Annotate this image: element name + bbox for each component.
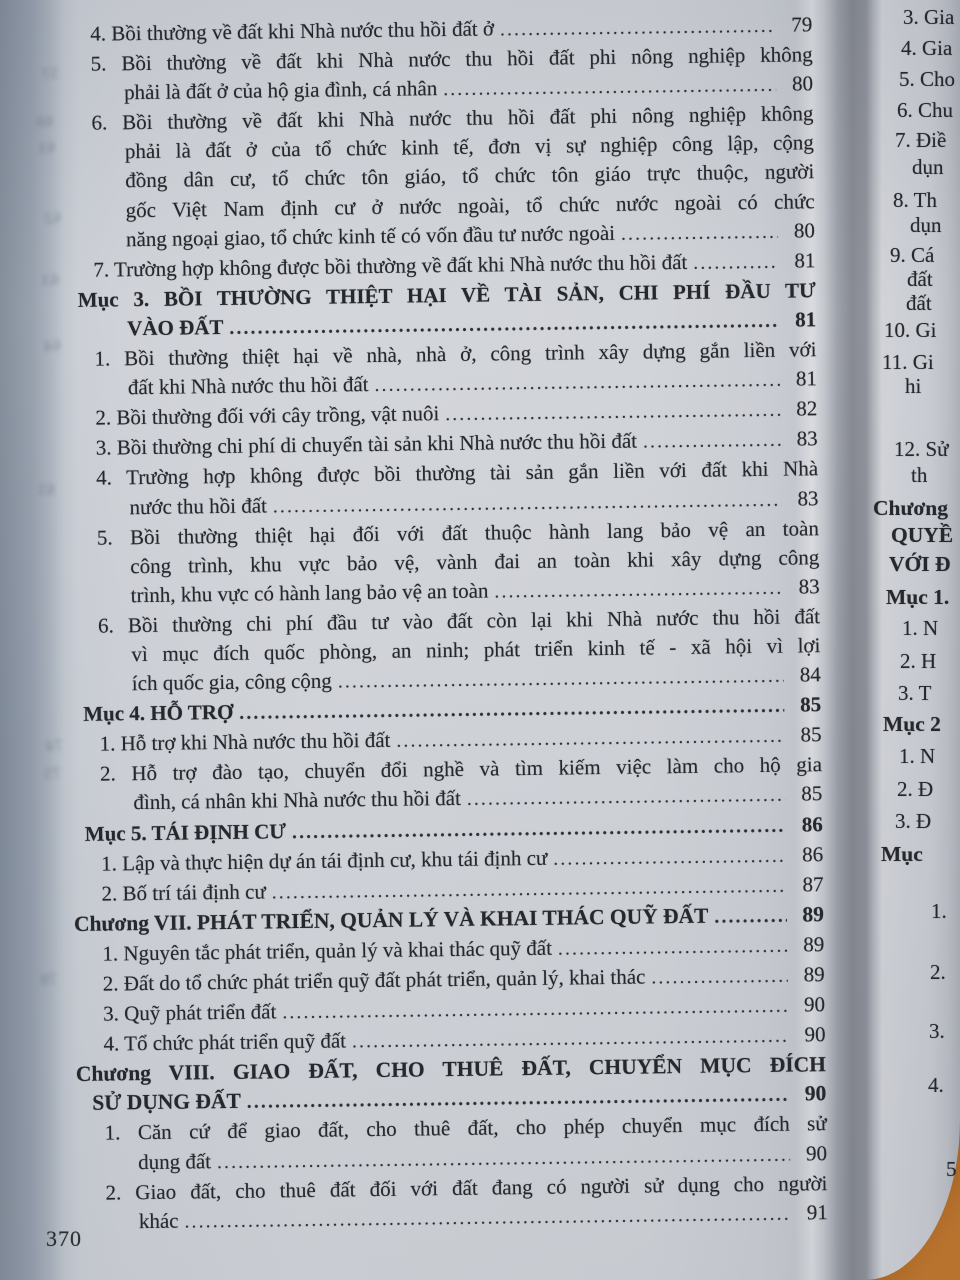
right-page-text-fragment: 3. Gia — [903, 5, 955, 29]
right-page-text-fragment: 11. Gi — [882, 350, 934, 374]
toc-text: phải là đất ở của hộ gia đình, cá nhân — [123, 76, 438, 105]
right-page-text-fragment: 4. — [928, 1073, 944, 1097]
toc-text: nước thu hồi đất — [129, 492, 268, 519]
right-page-text-fragment: đất — [906, 291, 932, 315]
right-page-text-fragment: dụn — [910, 213, 942, 237]
right-page-text-fragment: 2. Đ — [897, 777, 934, 801]
toc-text: khác — [138, 1208, 179, 1233]
toc-line: phải là đất ở của tổ chức kinh tế, đơn vị sự nghiệp công lập, cộng — [124, 130, 814, 164]
bleedthrough-page-number: 63 — [41, 269, 60, 290]
toc-line: 6. Bồi thường về đất khi Nhà nước thu hồi đất phi nông nghiệp không — [91, 101, 814, 135]
toc-page-number: 81 — [794, 307, 817, 332]
toc-text: 2. Bố trí tái định cư — [101, 879, 266, 906]
toc-page-number: 90 — [805, 1140, 828, 1165]
toc-text: Mục 4. HỖ TRỢ — [83, 700, 234, 726]
right-page-text-fragment: dụn — [912, 155, 944, 179]
toc-text: đất khi Nhà nước thu hồi đất — [127, 372, 369, 400]
toc-line: 2. Giao đất, cho thuê đất đối với đất đang có người sử dụng cho người — [105, 1170, 828, 1205]
bleedthrough-page-number: 61 — [37, 137, 56, 158]
right-page-text-fragment: 5. Cho — [899, 67, 956, 91]
toc-text: năng ngoại giao, tổ chức kinh tế có vốn đầu tư nước ngoài — [125, 220, 616, 251]
right-page-text-fragment: 5 — [946, 1157, 957, 1181]
toc-text: dụng đất — [137, 1148, 212, 1174]
bleedthrough-page-number: 78 — [39, 969, 58, 990]
right-page-text-fragment: hi — [905, 374, 922, 398]
toc-line: Chương VIII. GIAO ĐẤT, CHO THUÊ ĐẤT, CHUYỂN MỤC ĐÍCH — [75, 1052, 827, 1087]
toc-line: 6. Bồi thường chi phí đầu tư vào đất còn lại khi Nhà nước thu hồi đất — [97, 604, 821, 638]
toc-line: 5. Bồi thường về đất khi Nhà nước thu hồi đất phi nông nghiệp không — [90, 42, 813, 76]
right-page-text-fragment: 10. Gi — [884, 318, 937, 342]
toc-line: 5. Bồi thường thiệt hại đối với đất thuộc hành lang bảo vệ an toàn — [96, 515, 820, 550]
bleedthrough-page-number: 74 — [45, 735, 64, 756]
right-page-text-fragment: Mục — [881, 842, 923, 866]
toc-page-number: 89 — [802, 901, 825, 927]
toc-page-number: 81 — [794, 247, 816, 273]
right-page-text-fragment: th — [911, 463, 928, 487]
toc-text: 1. Lập và thực hiện dự án tái định cư, khu tái định cư — [101, 845, 548, 876]
toc-page-number: 85 — [801, 781, 823, 806]
toc-page-number: 90 — [804, 1022, 826, 1047]
toc-page-number: 83 — [797, 485, 819, 510]
toc-page-number: 81 — [795, 366, 818, 391]
right-page-text-fragment: 4. Gia — [901, 36, 953, 60]
right-page-text-fragment: 3. T — [898, 681, 932, 705]
page-number: 370 — [46, 1226, 82, 1251]
right-page-text-fragment: 12. Sử — [894, 437, 949, 461]
toc-page-number: 85 — [800, 692, 822, 717]
toc-text: VÀO ĐẤT — [127, 314, 224, 341]
right-page-text-fragment: 3. — [929, 1019, 945, 1043]
right-page-text-fragment: 7. Điề — [895, 128, 947, 152]
right-page-text-fragment: QUYỀ — [891, 523, 954, 547]
bleedthrough-page-number: 75 — [43, 763, 62, 784]
toc-text: trình, khu vực có hành lang bảo vệ an toàn — [130, 578, 489, 607]
toc-line: Mục 3. BỒI THƯỜNG THIỆT HẠI VỀ TÀI SẢN, CHI PHÍ ĐẦU TƯ — [77, 278, 816, 312]
bleedthrough-page-number: 64 — [43, 335, 62, 356]
toc-page-number: 90 — [804, 1081, 827, 1106]
toc-page-number: 85 — [800, 722, 822, 747]
bleedthrough-page-number: 65 — [37, 479, 56, 500]
toc-text: 3. Bồi thường chi phí di chuyển tài sản khi Nhà nước thu hồi đất — [95, 428, 638, 460]
toc-line: 1. Căn cứ để giao đất, cho thuê đất, cho phép chuyển mục đích sử — [104, 1111, 827, 1146]
toc-text: SỬ DỤNG ĐẤT — [92, 1089, 242, 1116]
toc-text: 4. Tổ chức phát triển quỹ đất — [103, 1028, 347, 1056]
toc-page-number: 80 — [793, 217, 816, 243]
toc-page-number: 87 — [802, 871, 824, 897]
right-page-text-fragment: đất — [907, 267, 933, 291]
right-page-text-fragment: 3. Đ — [895, 809, 932, 833]
toc-page-number: 90 — [803, 992, 826, 1017]
toc-line: 1. Bồi thường thiệt hại về nhà, nhà ở, công trình xây dựng gắn liền với — [94, 337, 817, 371]
right-page-text-fragment: 8. Th — [893, 188, 937, 212]
toc-line: vì mục đích quốc phòng, an ninh; phát triển kinh tế - xã hội vì lợi — [131, 633, 821, 667]
toc-page-number: 83 — [796, 426, 818, 451]
toc-text: Mục 5. TÁI ĐỊNH CƯ — [84, 818, 287, 846]
toc-line: 4. Trường hợp không được bồi thường tài sản gắn liền với đất khi Nhà — [95, 456, 819, 491]
right-page-text-fragment: 2. — [930, 960, 946, 984]
toc-page-number: 83 — [798, 573, 820, 599]
right-page-text-fragment: Mục 1. — [886, 585, 950, 609]
toc-page-number: 80 — [791, 71, 814, 96]
right-page-text-fragment: 2. H — [900, 649, 937, 673]
toc-line: 2. Hỗ trợ đào tạo, chuyển đổi nghề và tìm kiếm việc làm cho hộ gia — [99, 752, 823, 786]
toc-text: 2. Bồi thường đối với cây trồng, vật nuôi — [95, 401, 440, 430]
right-page-text-fragment: 6. Chu — [897, 98, 954, 122]
toc-text: ích quốc gia, công cộng — [131, 668, 333, 696]
toc-text: 2. Đất do tổ chức phát triển quỹ đất phát triển, quản lý, khai thác — [102, 964, 646, 996]
toc-page-number: 89 — [803, 932, 825, 957]
right-page-text-fragment: Chương — [873, 496, 948, 520]
right-page-text-fragment: VỚI Đ — [889, 552, 951, 576]
bleedthrough-page-number: 57 — [41, 63, 60, 84]
toc-text: 4. Bồi thường về đất khi Nhà nước thu hồi đất ở — [90, 16, 495, 46]
toc-line: công trình, khu vực bảo vệ, vành đai an toàn khi xây dựng công — [130, 544, 820, 578]
bleedthrough-page-number: 60 — [35, 111, 54, 132]
toc-text: Chương VII. PHÁT TRIỂN, QUẢN LÝ VÀ KHAI THÁC QUỸ ĐẤT — [73, 903, 709, 936]
toc-page-number: 84 — [799, 662, 821, 687]
toc-page-number: 89 — [803, 962, 825, 987]
toc-text: 7. Trường hợp không được bồi thường về đất khi Nhà nước thu hồi đất — [93, 249, 688, 282]
toc-text: đình, cá nhân khi Nhà nước thu hồi đất — [133, 786, 462, 815]
toc-line: gốc Việt Nam định cư ở nước ngoài, tổ chức nước ngoài có chức — [125, 188, 815, 222]
right-page-text-fragment: 1. — [931, 899, 947, 923]
toc-text: 1. Hỗ trợ khi Nhà nước thu hồi đất — [99, 728, 391, 756]
toc-line: đồng dân cư, tổ chức tôn giáo, tổ chức tôn giáo trực thuộc, người — [125, 159, 815, 193]
right-page-text-fragment: Mục 2 — [883, 712, 941, 736]
toc-text: 1. Nguyên tắc phát triển, quản lý và khai thác quỹ đất — [102, 935, 553, 966]
right-page-text-fragment: 1. N — [902, 616, 939, 640]
toc-page-number: 79 — [791, 12, 813, 37]
bleedthrough-page-number: 62 — [43, 207, 62, 228]
right-page-text-fragment: 9. Cá — [890, 243, 935, 267]
toc-page-number: 86 — [801, 841, 824, 867]
toc-page-number: 91 — [806, 1199, 828, 1225]
right-page-text-fragment: 1. N — [899, 744, 936, 768]
toc-page-number: 86 — [801, 811, 823, 836]
toc-page-number: 82 — [796, 396, 818, 421]
toc-text: 3. Quỹ phát triển đất — [102, 999, 277, 1026]
